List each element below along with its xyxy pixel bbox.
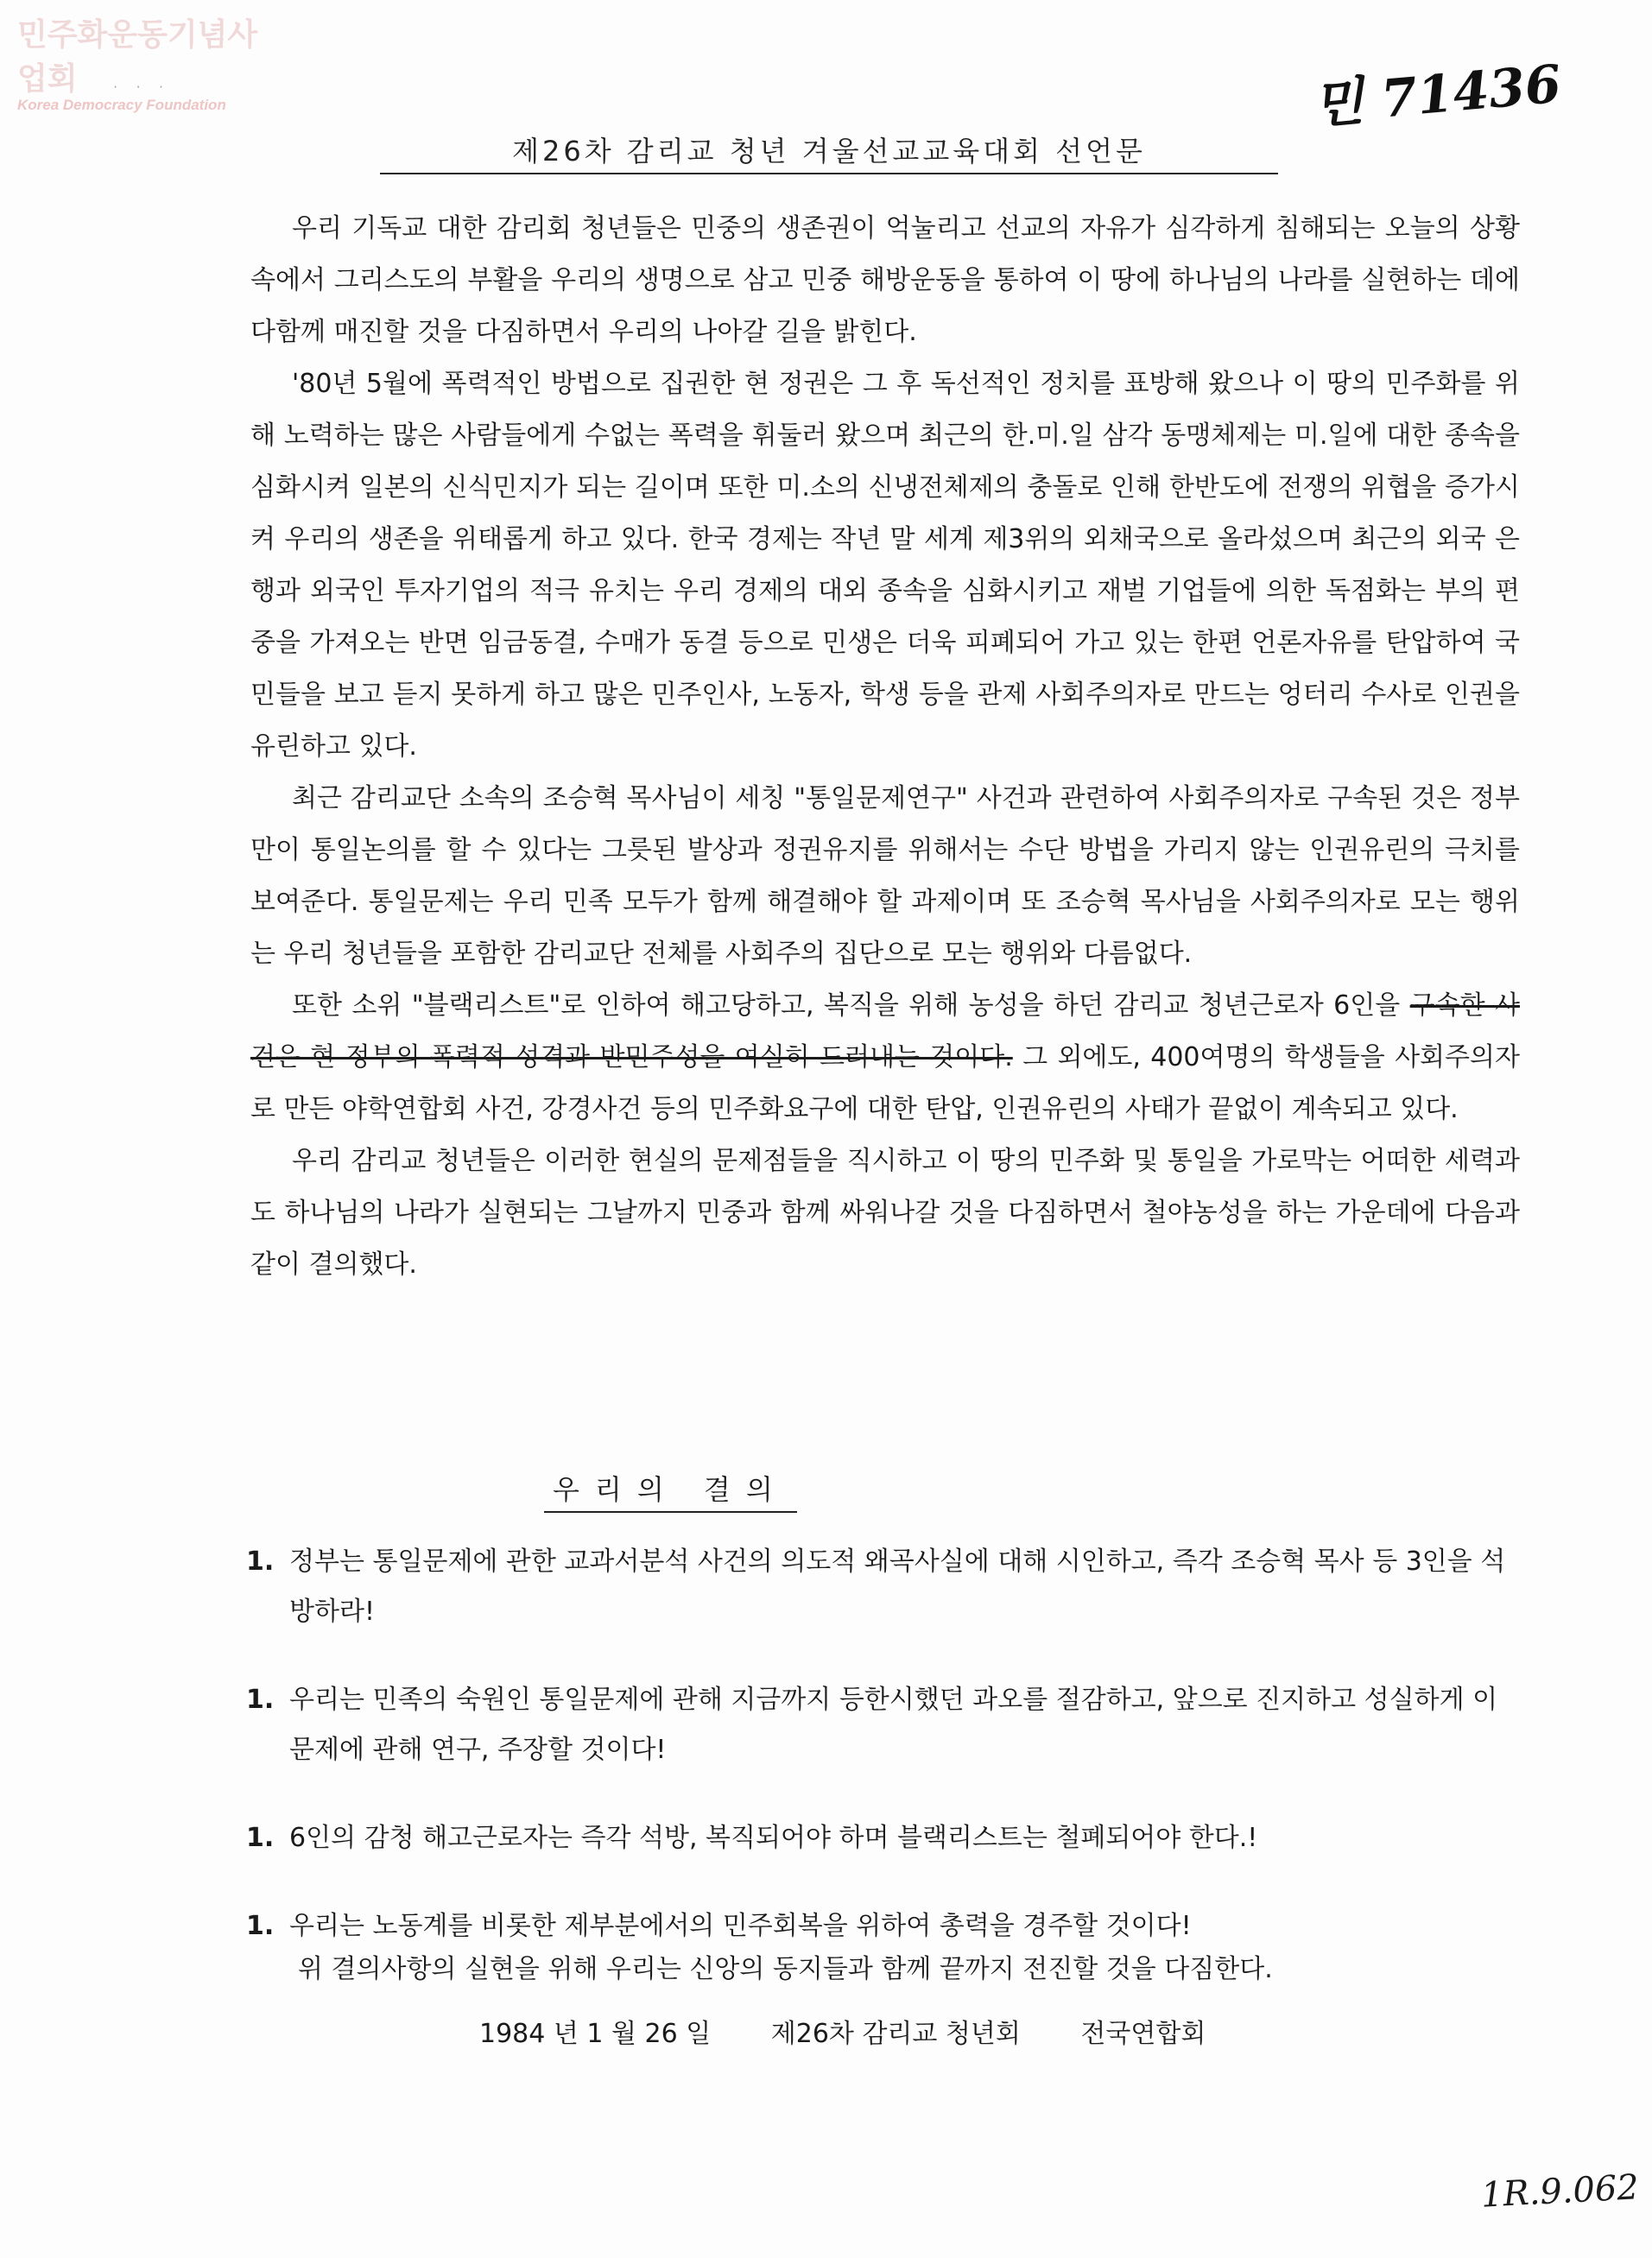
signature-line — [479, 2012, 1257, 2050]
resolutions-heading: 우리의 결의 — [544, 1468, 797, 1513]
paragraph-1: 우리 기독교 대한 감리회 청년들은 민중의 생존권이 억눌리고 선교의 자유가 심각하게 침해되는 오늘의 상황 속에서 그리스도의 부활을 우리의 생명으로 삼고 민중 해방운동을 통하여 이 땅에 하나님의 나라를 실현하는 데에 다함께 매진할 것을 다짐하면서 우리의 나아갈 길을 밝힌다. — [250, 213, 1520, 347]
signature-union: 전국연합회 — [1080, 2019, 1206, 2049]
resolutions-list — [246, 1537, 1524, 1989]
resolution-item — [246, 1901, 1524, 1951]
resolution-text: 우리는 노동계를 비롯한 제부분에서의 민주회복을 위하여 총력을 경주할 것이다! — [289, 1911, 1192, 1941]
paragraph-4-end: 그 외에도, 400여명의 학생들을 사회주의자로 만든 야학연합회 사건, 강경사건 등의 민주화요구에 대한 탄압, 인권유린의 사태가 끝없이 계속되고 있다. — [250, 1042, 1520, 1124]
watermark-english: Korea Democracy Foundation — [17, 97, 226, 113]
resolution-number: 1. — [246, 1911, 275, 1941]
closing-statement: 위 결의사항의 실현을 위해 우리는 신앙의 동지들과 함께 끝까지 전진할 것을 다짐한다. — [298, 1954, 1273, 1984]
resolution-number: 1. — [246, 1685, 275, 1715]
signature-date: 1984 년 1 월 26 일 — [479, 2019, 712, 2049]
resolution-number: 1. — [246, 1823, 275, 1853]
resolution-item — [246, 1537, 1524, 1637]
resolution-number: 1. — [246, 1546, 275, 1577]
paragraph-3: 최근 감리교단 소속의 조승혁 목사님이 세칭 "통일문제연구" 사건과 관련하여 사회주의자로 구속된 것은 정부만이 통일논의를 할 수 있다는 그릇된 발상과 정권유지를 위해서는 수단 방법을 가리지 않는 인권유린의 극치를 보여준다. 통일문제는 우리 민족 모두가 함께 해결해야 할 과제이며 또 조승혁 목사님을 사회주의자로 모는 행위는 우리 청년들을 포함한 감리교단 전체를 사회주의 집단으로 모는 행위와 다름없다. — [250, 783, 1520, 969]
document-title: 제26차 감리교 청년 겨울선교교육대회 선언문 — [380, 130, 1278, 174]
resolution-item — [246, 1813, 1524, 1863]
paragraph-5: 우리 감리교 청년들은 이러한 현실의 문제점들을 직시하고 이 땅의 민주화 및 통일을 가로막는 어떠한 세력과도 하나님의 나라가 실현되는 그날까지 민중과 함께 싸워나갈 것을 다짐하면서 철야농성을 하는 가운데에 다음과 같이 결의했다. — [250, 1146, 1520, 1280]
struck-through-text: 구속한 사건은 현 정부의 폭력적 성격과 반민주성을 여실히 드러내는 것이다. — [250, 990, 1520, 1072]
declaration-body — [250, 203, 1520, 1291]
paragraph-2: '80년 5월에 폭력적인 방법으로 집권한 현 정권은 그 후 독선적인 정치를 표방해 왔으나 이 땅의 민주화를 위해 노력하는 많은 사람들에게 수없는 폭력을 휘둘러 왔으며 최근의 한.미.일 삼각 동맹체제는 미.일에 대한 종속을 심화시켜 일본의 신식민지가 되는 길이며 또한 미.소의 신냉전체제의 충돌로 인해 한반도에 전쟁의 위협을 증가시켜 우리의 생존을 위태롭게 하고 있다. 한국 경제는 작년 말 세계 제3위의 외채국으로 올라섰으며 최근의 외국 은행과 외국인 투자기업의 적극 유치는 우리 경제의 대외 종속을 심화시키고 재벌 기업들에 의한 독점화는 부의 편중을 가져오는 반면 임금동결, 수매가 동결 등으로 민생은 더욱 피폐되어 가고 있는 한편 언론자유를 탄압하여 국민들을 보고 듣지 못하게 하고 많은 민주인사, 노동자, 학생 등을 관제 사회주의자로 만드는 엉터리 수사로 인권을 유린하고 있다. — [250, 369, 1520, 762]
foundation-watermark — [17, 10, 276, 114]
scan-specks: · · · — [112, 81, 170, 93]
resolution-text: 6인의 감청 해고근로자는 즉각 석방, 복직되어야 하며 블랙리스트는 철폐되어야 한다.! — [289, 1823, 1258, 1853]
watermark-korean: 민주화운동기념사업회 — [17, 17, 258, 97]
paragraph-4 — [250, 980, 1520, 1135]
resolution-item — [246, 1675, 1524, 1775]
resolution-text: 우리는 민족의 숙원인 통일문제에 관해 지금까지 등한시했던 과오를 절감하고, 앞으로 진지하고 성실하게 이 문제에 관해 연구, 주장할 것이다! — [289, 1685, 1498, 1765]
archive-mark: 1R.9.062 — [1479, 2167, 1640, 2216]
signature-org: 제26차 감리교 청년회 — [770, 2019, 1021, 2049]
paragraph-4-start: 또한 소위 "블랙리스트"로 인하여 해고당하고, 복직을 위해 농성을 하던 감리교 청년근로자 6인을 — [292, 990, 1410, 1021]
resolution-text: 정부는 통일문제에 관한 교과서분석 사건의 의도적 왜곡사실에 대해 시인하고, 즉각 조승혁 목사 등 3인을 석방하라! — [289, 1546, 1506, 1627]
document-number: 민 71436 — [1310, 54, 1564, 136]
